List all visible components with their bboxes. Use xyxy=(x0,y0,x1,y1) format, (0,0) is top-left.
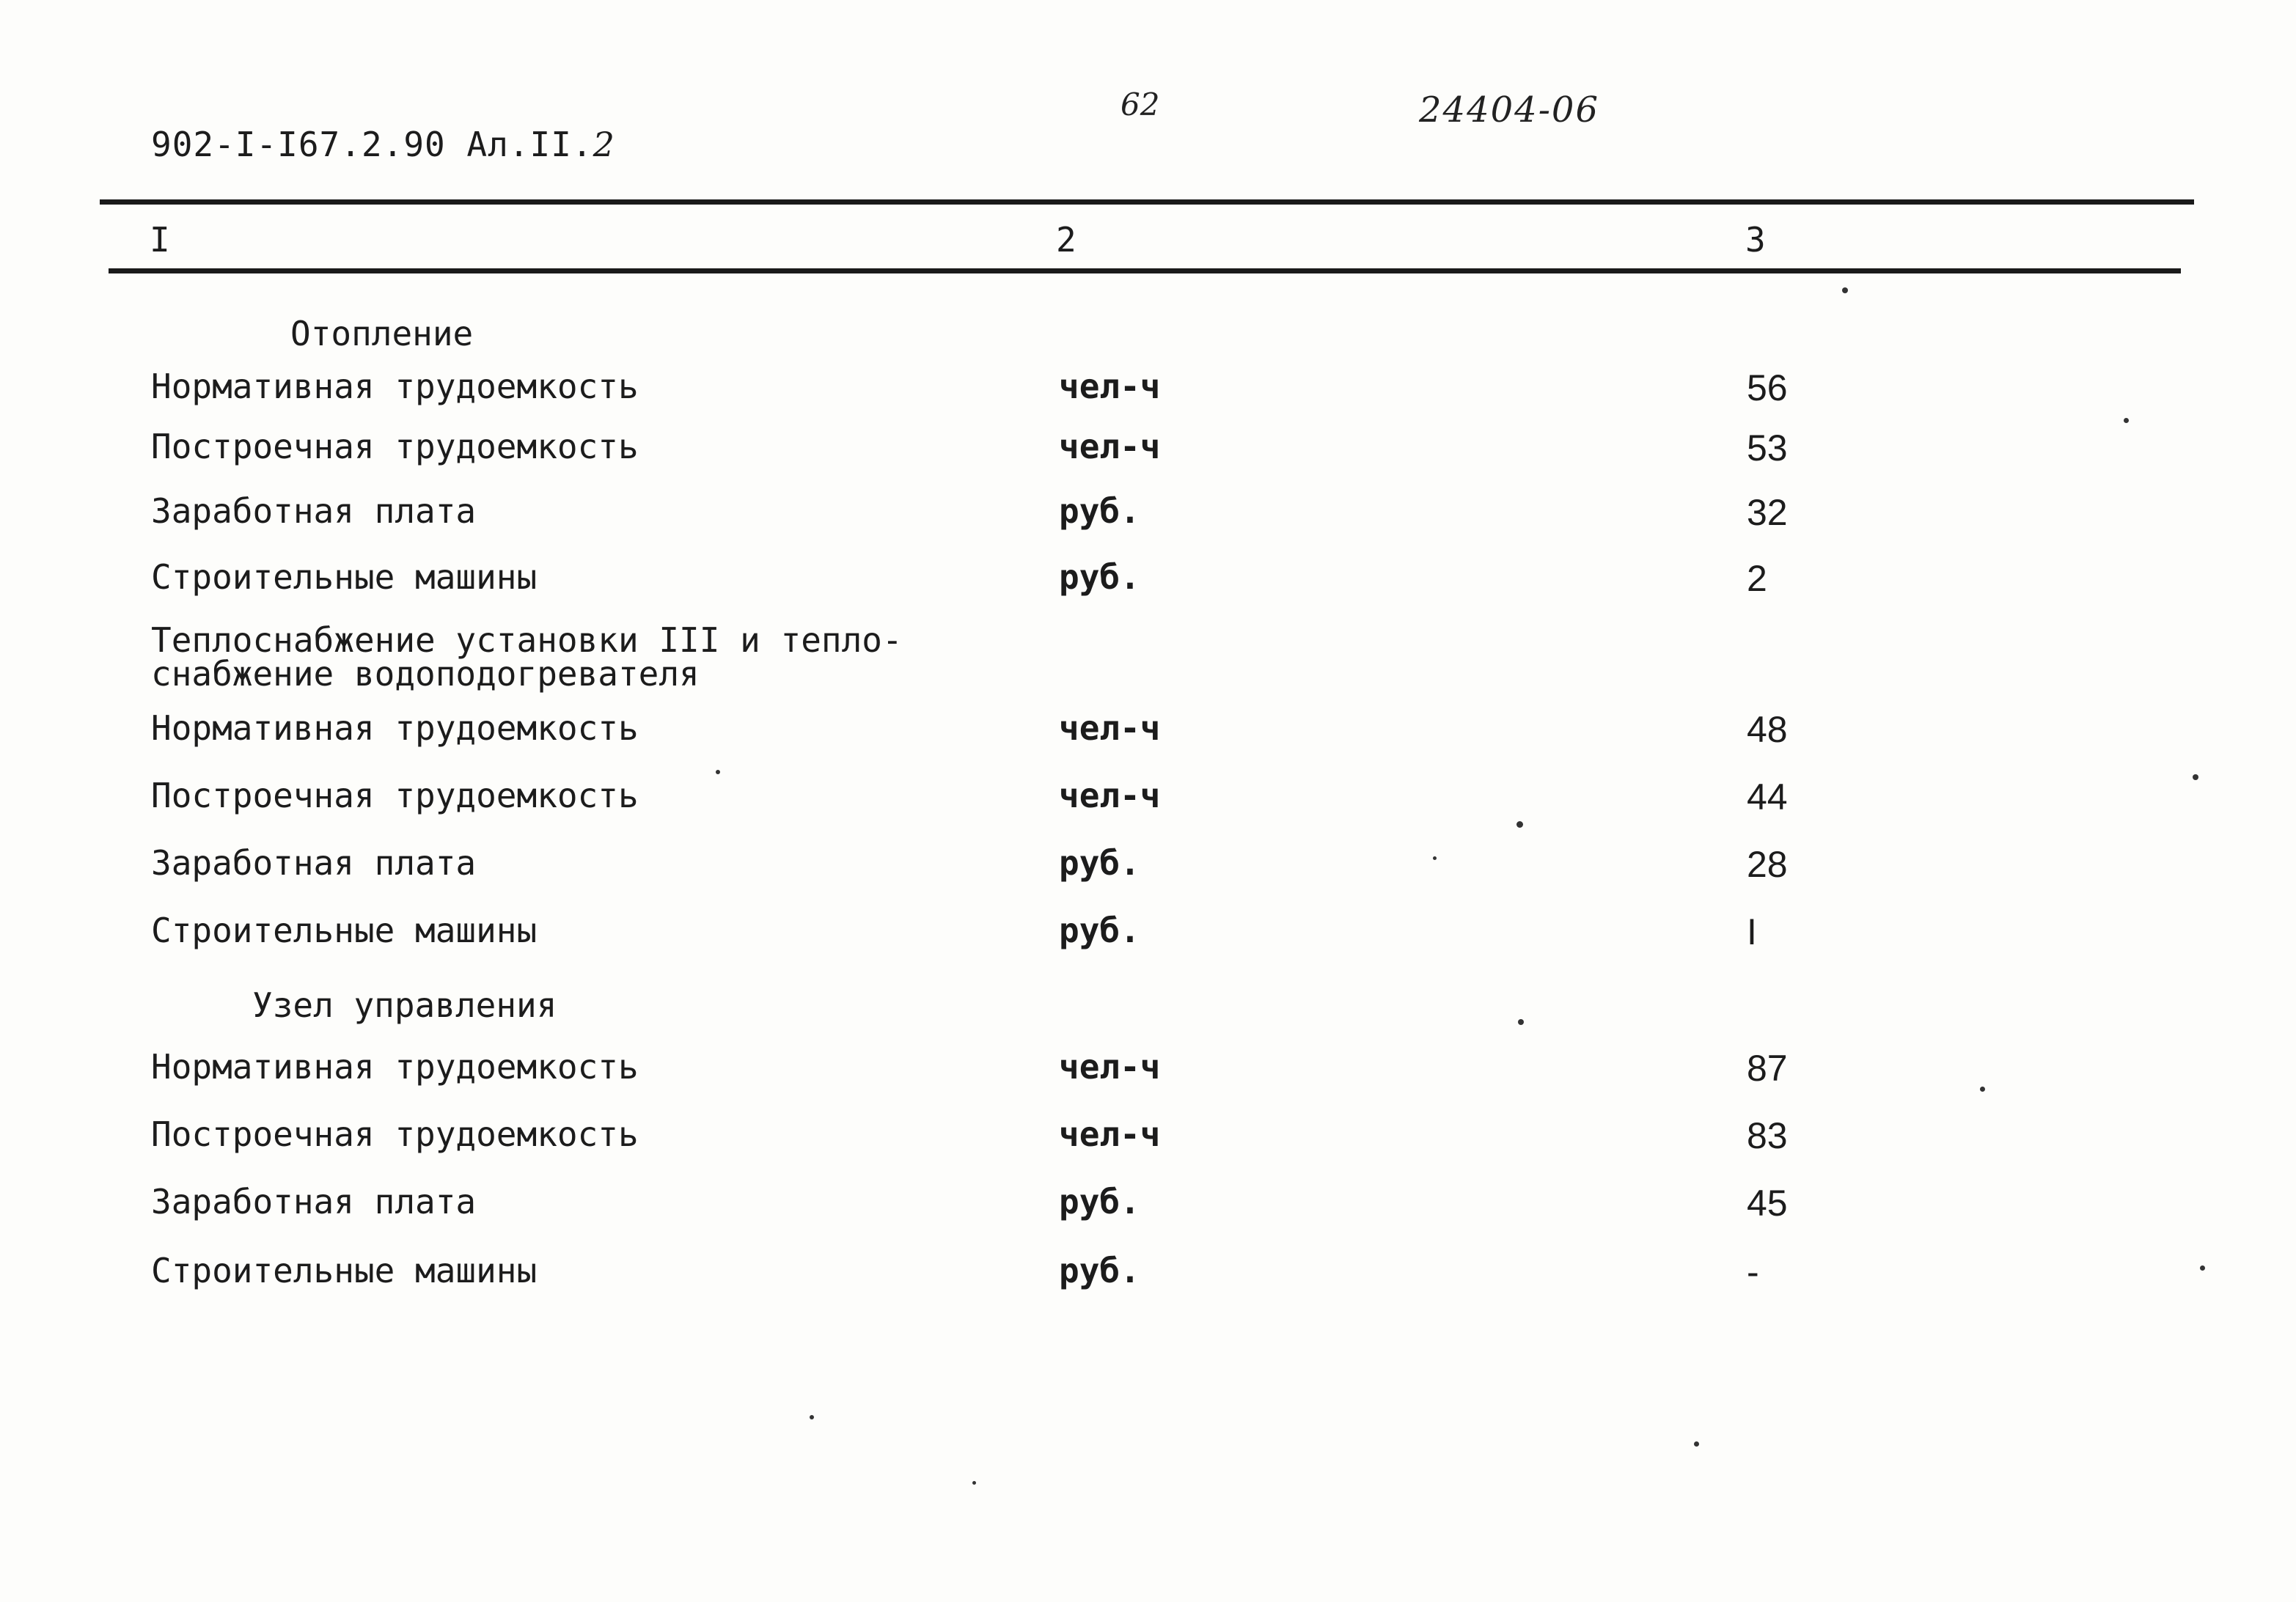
table-row xyxy=(0,367,2296,411)
section-heading-row xyxy=(0,314,2296,358)
scan-speck xyxy=(1842,287,1848,293)
scan-speck xyxy=(1518,1019,1524,1025)
table-row xyxy=(0,557,2296,601)
scan-speck xyxy=(1516,821,1523,828)
row-name: Построечная трудоемкость xyxy=(151,1114,639,1154)
table-row xyxy=(0,1114,2296,1158)
row-unit: руб. xyxy=(1059,843,1140,883)
row-unit: чел-ч xyxy=(1059,367,1161,406)
row-unit: руб. xyxy=(1059,1251,1140,1290)
top-rule xyxy=(100,199,2194,205)
column-header-3: 3 xyxy=(1745,220,1766,260)
section-title: Узел управления xyxy=(252,985,557,1025)
column-header-2: 2 xyxy=(1056,220,1077,260)
table-row xyxy=(0,708,2296,752)
row-name: Нормативная трудоемкость xyxy=(151,1047,639,1087)
row-value: 32 xyxy=(1747,492,1788,533)
row-value: 53 xyxy=(1747,427,1788,469)
scan-speck xyxy=(1433,856,1437,860)
table-row xyxy=(0,427,2296,471)
scan-speck xyxy=(1694,1441,1699,1447)
row-name: Нормативная трудоемкость xyxy=(151,708,639,748)
row-name: Строительные машины xyxy=(151,557,538,597)
row-name: Построечная трудоемкость xyxy=(151,427,639,466)
row-unit: чел-ч xyxy=(1059,1047,1161,1087)
row-value: 44 xyxy=(1747,776,1788,817)
scan-speck xyxy=(716,770,720,774)
row-unit: чел-ч xyxy=(1059,427,1161,466)
archive-number: 24404-06 xyxy=(1419,89,1599,131)
header-rule xyxy=(109,268,2181,273)
column-header-1: I xyxy=(150,220,170,260)
page-number: 62 xyxy=(1121,87,1160,122)
row-unit: чел-ч xyxy=(1059,1114,1161,1154)
scan-speck xyxy=(972,1481,976,1485)
section-title: Теплоснабжение установки III и тепло- снабжение водоподогревателя xyxy=(151,620,903,694)
row-value: 2 xyxy=(1747,558,1767,599)
row-value: 45 xyxy=(1747,1183,1788,1224)
row-unit: чел-ч xyxy=(1059,708,1161,748)
row-unit: руб. xyxy=(1059,557,1140,597)
table-row xyxy=(0,776,2296,820)
table-row xyxy=(0,843,2296,887)
scan-speck xyxy=(2193,774,2198,780)
row-name: Заработная плата xyxy=(151,1182,477,1221)
scan-speck xyxy=(1980,1087,1985,1092)
row-value: I xyxy=(1747,911,1757,952)
row-unit: руб. xyxy=(1059,911,1140,950)
row-name: Заработная плата xyxy=(151,491,477,531)
row-value: - xyxy=(1747,1252,1759,1293)
row-name: Построечная трудоемкость xyxy=(151,776,639,815)
table-row xyxy=(0,911,2296,955)
row-name: Заработная плата xyxy=(151,843,477,883)
scan-speck xyxy=(2200,1265,2205,1271)
document-code-text: 902-I-I67.2.90 Ал.II. xyxy=(151,125,593,164)
table-row xyxy=(0,1047,2296,1091)
row-value: 87 xyxy=(1747,1048,1788,1089)
row-value: 83 xyxy=(1747,1115,1788,1156)
row-name: Строительные машины xyxy=(151,1251,538,1290)
row-unit: руб. xyxy=(1059,491,1140,531)
row-value: 56 xyxy=(1747,367,1788,408)
scan-speck xyxy=(810,1415,814,1419)
document-code-handwritten: 2 xyxy=(593,125,615,164)
table-row xyxy=(0,1182,2296,1226)
row-value: 48 xyxy=(1747,709,1788,750)
table-row xyxy=(0,491,2296,535)
row-name: Нормативная трудоемкость xyxy=(151,367,639,406)
document-code xyxy=(151,125,615,164)
row-value: 28 xyxy=(1747,844,1788,885)
table-row xyxy=(0,1251,2296,1295)
row-name: Строительные машины xyxy=(151,911,538,950)
section-title: Отопление xyxy=(290,314,474,353)
section-heading-row xyxy=(0,620,2296,697)
row-unit: чел-ч xyxy=(1059,776,1161,815)
section-heading-row xyxy=(0,985,2296,1029)
row-unit: руб. xyxy=(1059,1182,1140,1221)
scan-speck xyxy=(2124,418,2129,423)
